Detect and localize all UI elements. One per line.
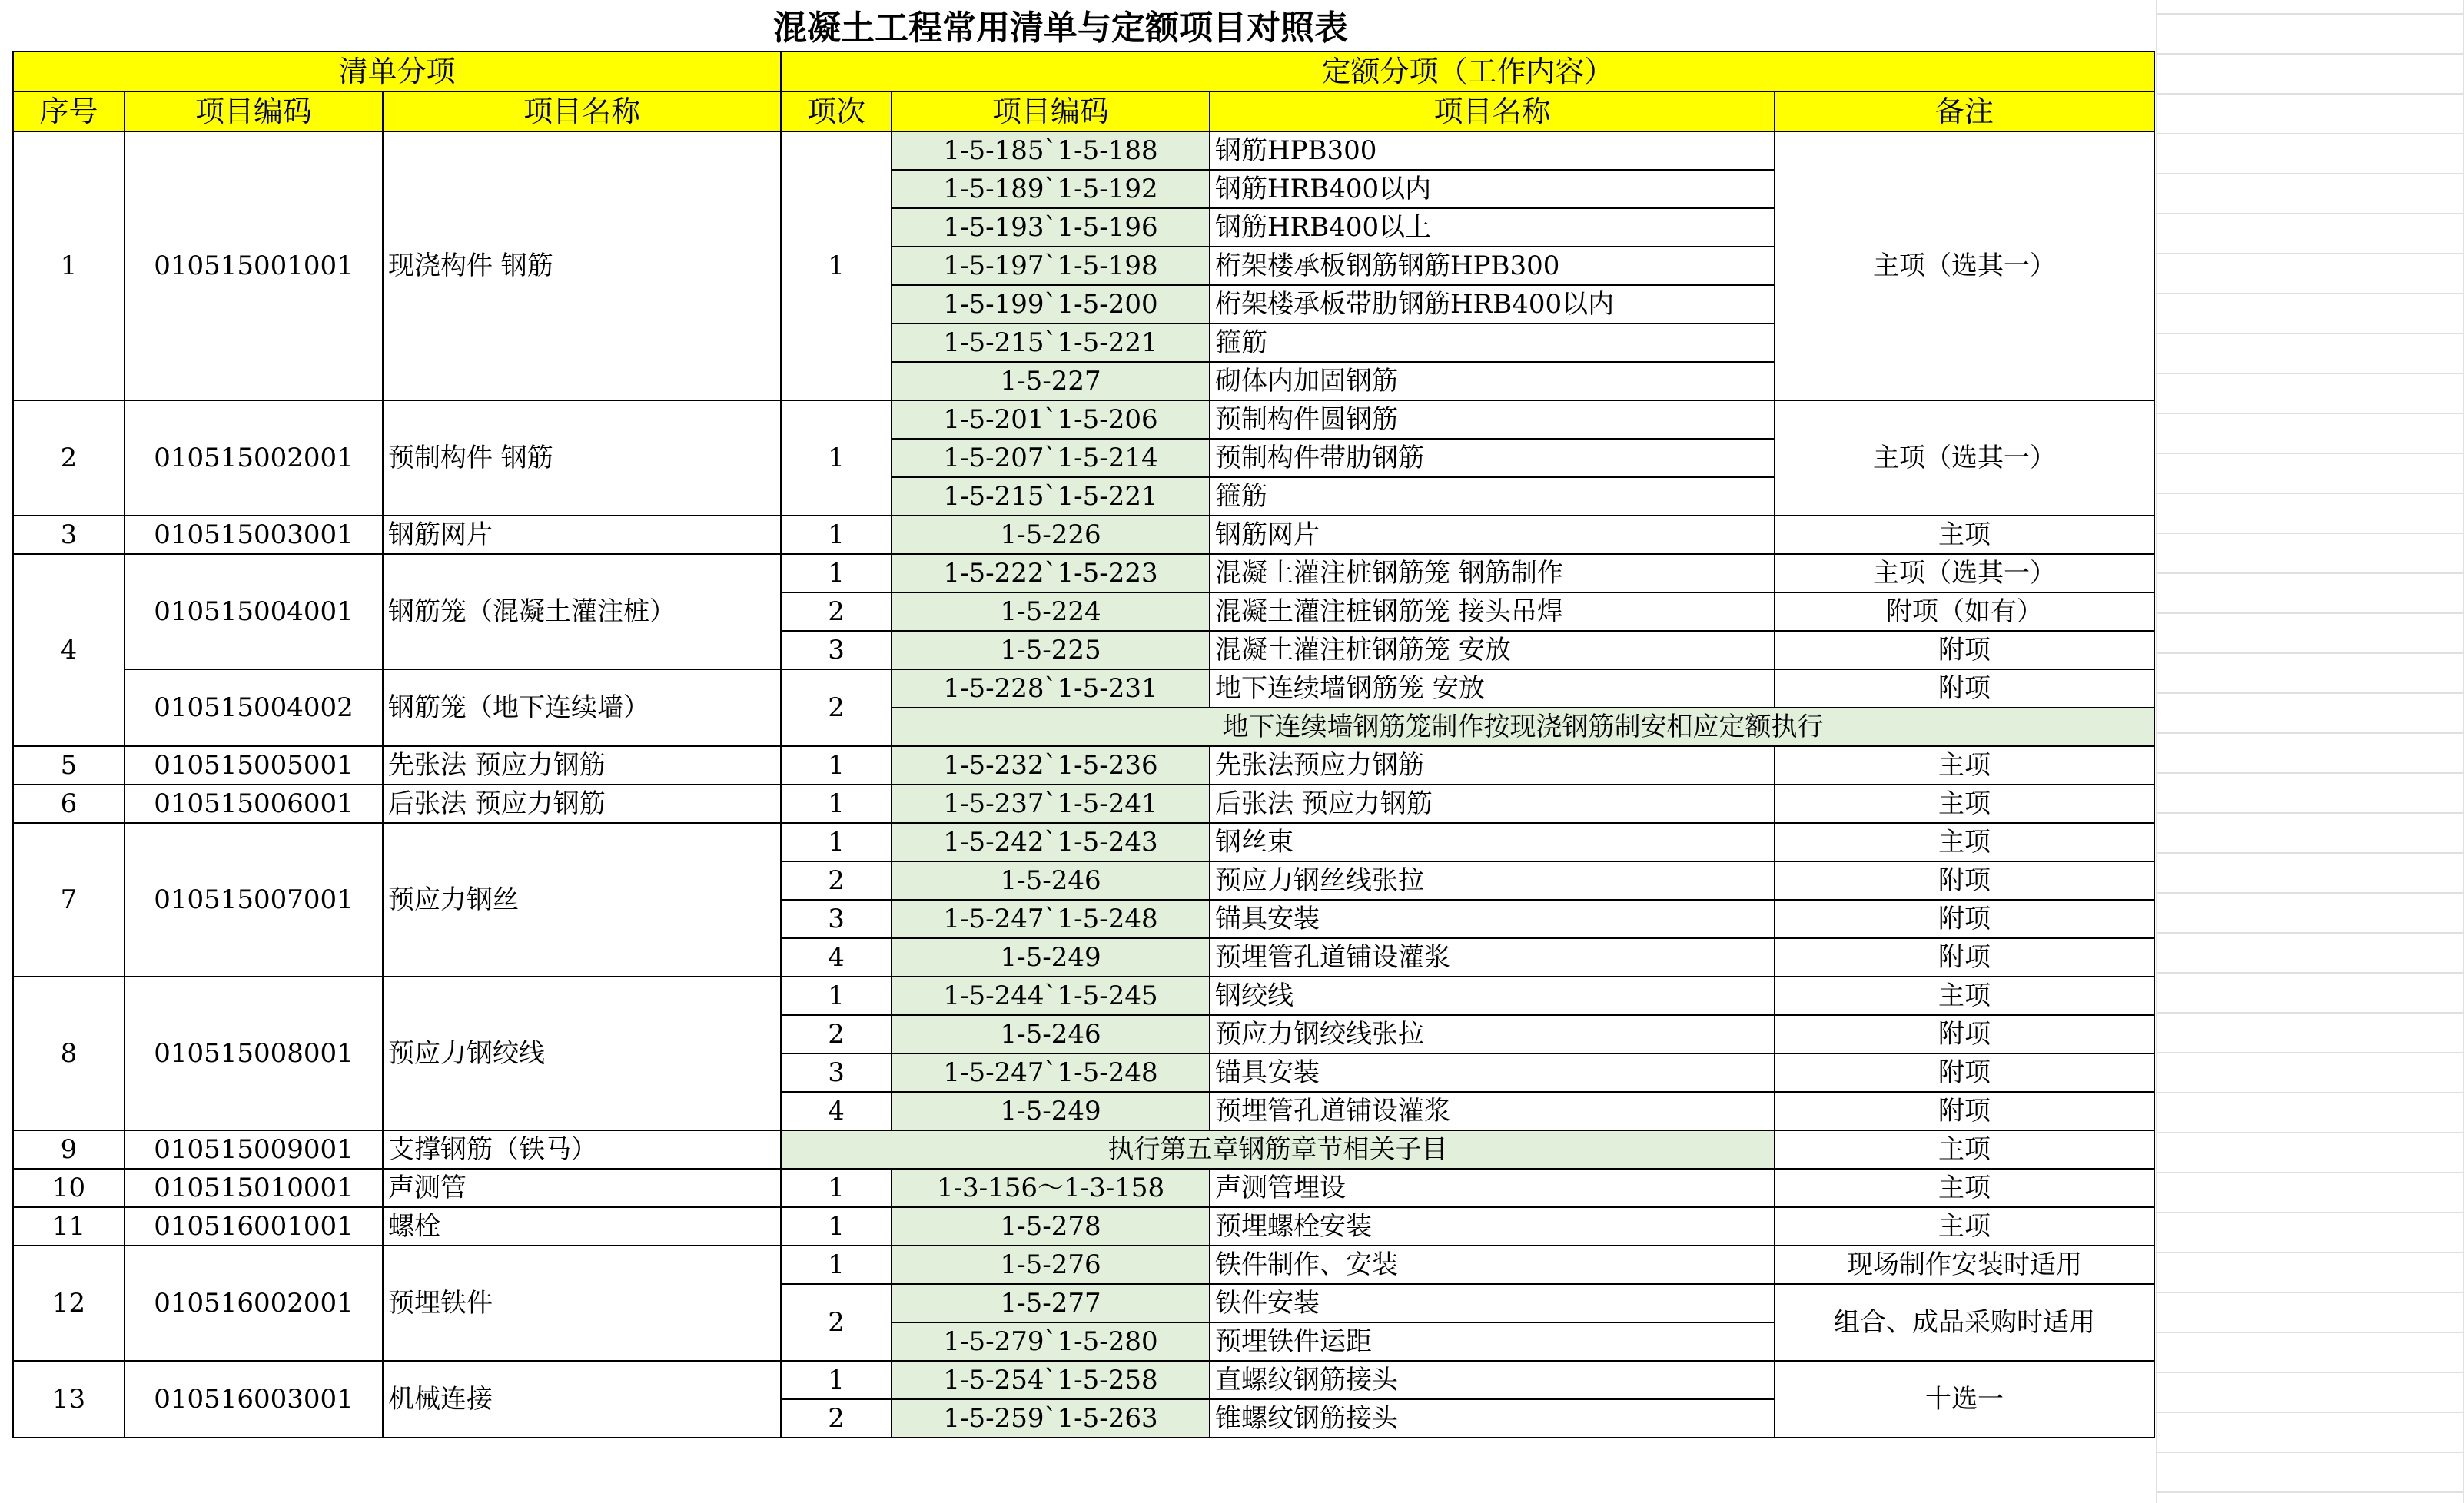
quota-code-cell[interactable]: 1-5-247`1-5-248 — [892, 1053, 1210, 1092]
remark-cell[interactable]: 主项（选其一） — [1775, 131, 2154, 400]
quota-code-cell[interactable]: 1-5-226 — [892, 516, 1210, 554]
header-quota-group[interactable]: 定额分项（工作内容） — [781, 51, 2154, 91]
list-name-cell[interactable]: 预应力钢丝 — [383, 823, 781, 977]
quota-code-cell[interactable]: 1-5-254`1-5-258 — [892, 1361, 1210, 1399]
quota-code-cell[interactable]: 1-5-246 — [892, 861, 1210, 900]
remark-cell[interactable]: 附项 — [1775, 669, 2154, 708]
seq-cell[interactable]: 7 — [13, 823, 125, 977]
item-no-cell[interactable]: 1 — [781, 823, 892, 861]
item-no-cell[interactable]: 1 — [781, 1207, 892, 1246]
list-code-cell[interactable]: 010516002001 — [125, 1246, 383, 1361]
list-code-cell[interactable]: 010515001001 — [125, 131, 383, 400]
remark-cell[interactable]: 现场制作安装时适用 — [1775, 1246, 2154, 1284]
quota-name-cell[interactable]: 钢筋HRB400以内 — [1210, 170, 1775, 208]
header-list-group[interactable]: 清单分项 — [13, 51, 781, 91]
quota-code-cell[interactable]: 1-5-237`1-5-241 — [892, 785, 1210, 823]
quota-name-cell[interactable]: 预埋管孔道铺设灌浆 — [1210, 1092, 1775, 1130]
list-code-cell[interactable]: 010515010001 — [125, 1169, 383, 1207]
list-name-cell[interactable]: 现浇构件 钢筋 — [383, 131, 781, 400]
remark-cell[interactable]: 主项 — [1775, 1207, 2154, 1246]
quota-name-cell[interactable]: 预埋螺栓安装 — [1210, 1207, 1775, 1246]
quota-name-cell[interactable]: 砌体内加固钢筋 — [1210, 362, 1775, 400]
quota-name-cell[interactable]: 预制构件带肋钢筋 — [1210, 439, 1775, 477]
list-code-cell[interactable]: 010515006001 — [125, 785, 383, 823]
list-code-cell[interactable]: 010515004002 — [125, 669, 383, 746]
item-no-cell[interactable]: 1 — [781, 1169, 892, 1207]
quota-name-cell[interactable]: 预制构件圆钢筋 — [1210, 400, 1775, 439]
item-no-cell[interactable]: 2 — [781, 1399, 892, 1438]
table-row — [13, 977, 2154, 1015]
quota-name-cell[interactable]: 预埋铁件运距 — [1210, 1322, 1775, 1361]
item-no-cell[interactable]: 1 — [781, 554, 892, 592]
seq-cell[interactable]: 13 — [13, 1361, 125, 1438]
remark-cell[interactable]: 附项 — [1775, 631, 2154, 669]
list-name-cell[interactable]: 钢筋网片 — [383, 516, 781, 554]
item-no-cell[interactable]: 4 — [781, 1092, 892, 1130]
quota-name-cell[interactable]: 钢筋HRB400以上 — [1210, 208, 1775, 247]
sheet-title: 混凝土工程常用清单与定额项目对照表 — [773, 8, 1348, 48]
remark-cell[interactable]: 主项 — [1775, 516, 2154, 554]
remark-cell[interactable]: 主项（选其一） — [1775, 554, 2154, 592]
header-list-name[interactable]: 项目名称 — [383, 91, 781, 131]
list-code-cell[interactable]: 010515002001 — [125, 400, 383, 516]
item-no-cell[interactable]: 1 — [781, 131, 892, 400]
quota-name-cell[interactable]: 预埋管孔道铺设灌浆 — [1210, 938, 1775, 977]
quota-merged-cell[interactable]: 执行第五章钢筋章节相关子目 — [781, 1130, 1775, 1169]
table-row — [13, 131, 2154, 170]
list-name-cell[interactable]: 声测管 — [383, 1169, 781, 1207]
quota-name-cell[interactable]: 地下连续墙钢筋笼 安放 — [1210, 669, 1775, 708]
list-code-cell[interactable]: 010515005001 — [125, 746, 383, 785]
remark-cell[interactable]: 主项 — [1775, 1169, 2154, 1207]
header-item-no[interactable]: 项次 — [781, 91, 892, 131]
list-name-cell[interactable]: 预埋铁件 — [383, 1246, 781, 1361]
list-name-cell[interactable]: 钢筋笼（地下连续墙） — [383, 669, 781, 746]
header-quota-name[interactable]: 项目名称 — [1210, 91, 1775, 131]
quota-code-cell[interactable]: 1-5-189`1-5-192 — [892, 170, 1210, 208]
remark-cell[interactable]: 主项 — [1775, 977, 2154, 1015]
quota-name-cell[interactable]: 直螺纹钢筋接头 — [1210, 1361, 1775, 1399]
remark-cell[interactable]: 附项 — [1775, 938, 2154, 977]
list-name-cell[interactable]: 螺栓 — [383, 1207, 781, 1246]
item-no-cell[interactable]: 2 — [781, 592, 892, 631]
quota-code-cell[interactable]: 1-5-249 — [892, 1092, 1210, 1130]
seq-cell[interactable]: 5 — [13, 746, 125, 785]
quota-code-cell[interactable]: 1-5-225 — [892, 631, 1210, 669]
quota-name-cell[interactable]: 箍筋 — [1210, 323, 1775, 362]
table-row — [13, 554, 2154, 592]
quota-code-cell[interactable]: 1-3-156～1-3-158 — [892, 1169, 1210, 1207]
list-name-cell[interactable]: 后张法 预应力钢筋 — [383, 785, 781, 823]
item-no-cell[interactable]: 1 — [781, 516, 892, 554]
item-no-cell[interactable]: 1 — [781, 400, 892, 516]
comparison-table — [12, 51, 2155, 1438]
item-no-cell[interactable]: 3 — [781, 631, 892, 669]
quota-name-cell[interactable]: 预应力钢绞线张拉 — [1210, 1015, 1775, 1053]
quota-code-cell[interactable]: 1-5-244`1-5-245 — [892, 977, 1210, 1015]
list-name-cell[interactable]: 支撑钢筋（铁马） — [383, 1130, 781, 1169]
quota-code-cell[interactable]: 1-5-242`1-5-243 — [892, 823, 1210, 861]
remark-cell[interactable]: 组合、成品采购时适用 — [1775, 1284, 2154, 1361]
quota-name-cell[interactable]: 混凝土灌注桩钢筋笼 钢筋制作 — [1210, 554, 1775, 592]
seq-cell[interactable]: 8 — [13, 977, 125, 1130]
quota-name-cell[interactable]: 混凝土灌注桩钢筋笼 安放 — [1210, 631, 1775, 669]
list-code-cell[interactable]: 010516003001 — [125, 1361, 383, 1438]
quota-name-cell[interactable]: 桁架楼承板钢筋钢筋HPB300 — [1210, 247, 1775, 285]
quota-name-cell[interactable]: 桁架楼承板带肋钢筋HRB400以内 — [1210, 285, 1775, 323]
remark-cell[interactable]: 附项 — [1775, 900, 2154, 938]
seq-cell[interactable]: 6 — [13, 785, 125, 823]
quota-code-cell[interactable]: 1-5-222`1-5-223 — [892, 554, 1210, 592]
remark-cell[interactable]: 附项（如有） — [1775, 592, 2154, 631]
table-row — [13, 1361, 2154, 1399]
item-no-cell[interactable]: 1 — [781, 1246, 892, 1284]
quota-code-cell[interactable]: 1-5-278 — [892, 1207, 1210, 1246]
quota-code-cell[interactable]: 1-5-227 — [892, 362, 1210, 400]
remark-cell[interactable]: 主项 — [1775, 785, 2154, 823]
quota-merged-cell[interactable]: 地下连续墙钢筋笼制作按现浇钢筋制安相应定额执行 — [892, 708, 2154, 746]
quota-code-cell[interactable]: 1-5-246 — [892, 1015, 1210, 1053]
remark-cell[interactable]: 主项 — [1775, 823, 2154, 861]
table-row — [13, 516, 2154, 554]
quota-code-cell[interactable]: 1-5-228`1-5-231 — [892, 669, 1210, 708]
list-code-cell[interactable]: 010515007001 — [125, 823, 383, 977]
item-no-cell[interactable]: 3 — [781, 900, 892, 938]
quota-code-cell[interactable]: 1-5-232`1-5-236 — [892, 746, 1210, 785]
quota-name-cell[interactable]: 锚具安装 — [1210, 1053, 1775, 1092]
item-no-cell[interactable]: 2 — [781, 861, 892, 900]
seq-cell[interactable]: 12 — [13, 1246, 125, 1361]
header-seq[interactable]: 序号 — [13, 91, 125, 131]
quota-code-cell[interactable]: 1-5-277 — [892, 1284, 1210, 1322]
quota-code-cell[interactable]: 1-5-207`1-5-214 — [892, 439, 1210, 477]
header-remark[interactable]: 备注 — [1775, 91, 2154, 131]
quota-name-cell[interactable]: 后张法 预应力钢筋 — [1210, 785, 1775, 823]
list-code-cell[interactable]: 010515004001 — [125, 554, 383, 669]
quota-code-cell[interactable]: 1-5-259`1-5-263 — [892, 1399, 1210, 1438]
seq-cell[interactable]: 10 — [13, 1169, 125, 1207]
item-no-cell[interactable]: 1 — [781, 1361, 892, 1399]
quota-name-cell[interactable]: 锚具安装 — [1210, 900, 1775, 938]
table-row — [13, 823, 2154, 861]
table-row — [13, 1246, 2154, 1284]
quota-name-cell[interactable]: 声测管埋设 — [1210, 1169, 1775, 1207]
quota-name-cell[interactable]: 预应力钢丝线张拉 — [1210, 861, 1775, 900]
item-no-cell[interactable]: 1 — [781, 746, 892, 785]
quota-code-cell[interactable]: 1-5-201`1-5-206 — [892, 400, 1210, 439]
quota-code-cell[interactable]: 1-5-215`1-5-221 — [892, 477, 1210, 516]
item-no-cell[interactable]: 3 — [781, 1053, 892, 1092]
seq-cell[interactable]: 2 — [13, 400, 125, 516]
quota-code-cell[interactable]: 1-5-197`1-5-198 — [892, 247, 1210, 285]
item-no-cell[interactable]: 4 — [781, 938, 892, 977]
seq-cell[interactable]: 1 — [13, 131, 125, 400]
remark-cell[interactable]: 附项 — [1775, 1092, 2154, 1130]
remark-cell[interactable]: 附项 — [1775, 1053, 2154, 1092]
header-quota-code[interactable]: 项目编码 — [892, 91, 1210, 131]
item-no-cell[interactable]: 2 — [781, 669, 892, 746]
seq-cell[interactable]: 4 — [13, 554, 125, 746]
quota-name-cell[interactable]: 混凝土灌注桩钢筋笼 接头吊焊 — [1210, 592, 1775, 631]
remark-cell[interactable]: 主项 — [1775, 1130, 2154, 1169]
remark-cell[interactable]: 附项 — [1775, 861, 2154, 900]
quota-name-cell[interactable]: 铁件安装 — [1210, 1284, 1775, 1322]
quota-name-cell[interactable]: 铁件制作、安装 — [1210, 1246, 1775, 1284]
seq-cell[interactable]: 9 — [13, 1130, 125, 1169]
list-name-cell[interactable]: 预应力钢绞线 — [383, 977, 781, 1130]
quota-name-cell[interactable]: 箍筋 — [1210, 477, 1775, 516]
table-row — [13, 1207, 2154, 1246]
quota-name-cell[interactable]: 钢丝束 — [1210, 823, 1775, 861]
item-no-cell[interactable]: 1 — [781, 977, 892, 1015]
quota-code-cell[interactable]: 1-5-185`1-5-188 — [892, 131, 1210, 170]
quota-code-cell[interactable]: 1-5-247`1-5-248 — [892, 900, 1210, 938]
quota-code-cell[interactable]: 1-5-199`1-5-200 — [892, 285, 1210, 323]
list-name-cell[interactable]: 钢筋笼（混凝土灌注桩） — [383, 554, 781, 669]
table-row — [13, 1130, 2154, 1169]
remark-cell[interactable]: 主项 — [1775, 746, 2154, 785]
quota-name-cell[interactable]: 锥螺纹钢筋接头 — [1210, 1399, 1775, 1438]
remark-cell[interactable]: 主项（选其一） — [1775, 400, 2154, 516]
list-name-cell[interactable]: 预制构件 钢筋 — [383, 400, 781, 516]
quota-code-cell[interactable]: 1-5-224 — [892, 592, 1210, 631]
list-code-cell[interactable]: 010516001001 — [125, 1207, 383, 1246]
remark-cell[interactable]: 十选一 — [1775, 1361, 2154, 1438]
header-list-code[interactable]: 项目编码 — [125, 91, 383, 131]
list-code-cell[interactable]: 010515008001 — [125, 977, 383, 1130]
table-row — [13, 746, 2154, 785]
table-row — [13, 400, 2154, 439]
quota-name-cell[interactable]: 钢绞线 — [1210, 977, 1775, 1015]
item-no-cell[interactable]: 1 — [781, 785, 892, 823]
quota-code-cell[interactable]: 1-5-215`1-5-221 — [892, 323, 1210, 362]
quota-name-cell[interactable]: 钢筋网片 — [1210, 516, 1775, 554]
seq-cell[interactable]: 3 — [13, 516, 125, 554]
list-name-cell[interactable]: 机械连接 — [383, 1361, 781, 1438]
quota-code-cell[interactable]: 1-5-276 — [892, 1246, 1210, 1284]
list-code-cell[interactable]: 010515003001 — [125, 516, 383, 554]
list-name-cell[interactable]: 先张法 预应力钢筋 — [383, 746, 781, 785]
table-row — [13, 785, 2154, 823]
quota-code-cell[interactable]: 1-5-279`1-5-280 — [892, 1322, 1210, 1361]
table-row — [13, 669, 2154, 708]
table-row — [13, 1169, 2154, 1207]
list-code-cell[interactable]: 010515009001 — [125, 1130, 383, 1169]
remark-cell[interactable]: 附项 — [1775, 1015, 2154, 1053]
quota-code-cell[interactable]: 1-5-193`1-5-196 — [892, 208, 1210, 247]
header-group-row — [13, 51, 2154, 91]
item-no-cell[interactable]: 2 — [781, 1284, 892, 1361]
seq-cell[interactable]: 11 — [13, 1207, 125, 1246]
quota-code-cell[interactable]: 1-5-249 — [892, 938, 1210, 977]
quota-name-cell[interactable]: 钢筋HPB300 — [1210, 131, 1775, 170]
quota-name-cell[interactable]: 先张法预应力钢筋 — [1210, 746, 1775, 785]
item-no-cell[interactable]: 2 — [781, 1015, 892, 1053]
header-column-row — [13, 91, 2154, 131]
